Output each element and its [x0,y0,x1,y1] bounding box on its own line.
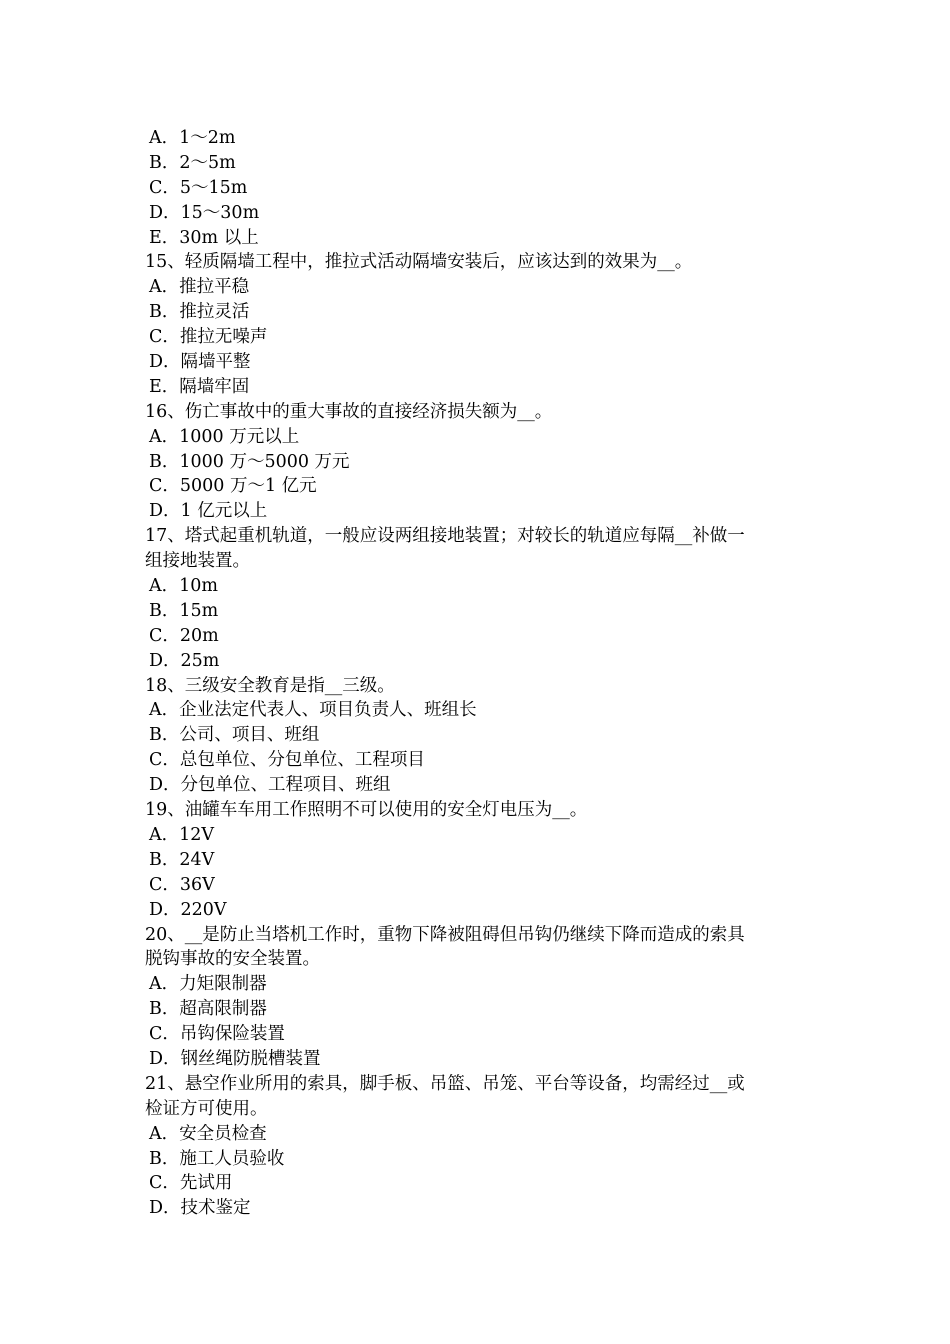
option-line: B．公司、项目、班组 [149,725,320,746]
question-stem-line-2: 检证方可使用。 [145,1098,268,1119]
question-stem-line-1: 20、__是防止当塔机工作时，重物下降被阻碍但吊钩仍继续下降而造成的索具 [145,924,745,945]
option-line: D．1 亿元以上 [149,501,268,522]
option-line: A．1～2m [149,128,236,148]
option-line: A．1000 万元以上 [149,426,300,447]
question-stem-line-2: 脱钩事故的安全装置。 [145,949,320,970]
option-line: D．15～30m [149,202,260,223]
option-line: A．推拉平稳 [149,277,250,298]
option-line: D．220V [149,899,227,920]
question-stem: 15、轻质隔墙工程中，推拉式活动隔墙安装后，应该达到的效果为__。 [145,252,693,273]
question-stem: 19、油罐车车用工作照明不可以使用的安全灯电压为__。 [145,800,588,821]
option-line: A．企业法定代表人、项目负责人、班组长 [149,700,477,721]
option-line: D．隔墙平整 [149,352,251,373]
option-line: C．20m [149,625,219,646]
option-line: B．2～5m [149,152,236,173]
option-line: B．施工人员验收 [149,1148,285,1169]
option-line: A．12V [149,824,215,845]
option-line: B．24V [149,849,215,870]
option-line: B．1000 万～5000 万元 [149,451,350,472]
option-line: C．5～15m [149,177,248,198]
question-stem-line-2: 组接地装置。 [145,551,250,572]
option-line: A．力矩限制器 [149,974,267,995]
option-line: C．推拉无噪声 [149,327,268,348]
option-line: E．隔墙牢固 [149,376,250,397]
question-stem: 18、三级安全教育是指__三级。 [145,675,395,696]
option-line: C．总包单位、分包单位、工程项目 [149,750,425,771]
option-line: D．25m [149,650,220,671]
option-line: C．先试用 [149,1173,233,1194]
option-line: B．15m [149,600,219,621]
option-line: E．30m 以上 [149,227,259,248]
question-stem-line-1: 17、塔式起重机轨道，一般应设两组接地装置；对较长的轨道应每隔__补做一 [145,526,745,547]
option-line: B．推拉灵活 [149,302,250,323]
option-line: D．分包单位、工程项目、班组 [149,775,391,796]
question-stem-line-1: 21、悬空作业所用的索具，脚手板、吊篮、吊笼、平台等设备，均需经过__或 [145,1073,745,1094]
option-line: A．安全员检查 [149,1123,267,1144]
option-line: C．5000 万～1 亿元 [149,476,317,497]
option-line: A．10m [149,576,219,597]
option-line: D．钢丝绳防脱槽装置 [149,1048,321,1069]
question-stem: 16、伤亡事故中的重大事故的直接经济损失额为__。 [145,401,553,422]
option-line: C．吊钩保险装置 [149,1024,285,1045]
option-line: D．技术鉴定 [149,1198,251,1219]
option-line: B．超高限制器 [149,999,267,1020]
question-list [145,126,810,1221]
option-line: C．36V [149,874,215,895]
